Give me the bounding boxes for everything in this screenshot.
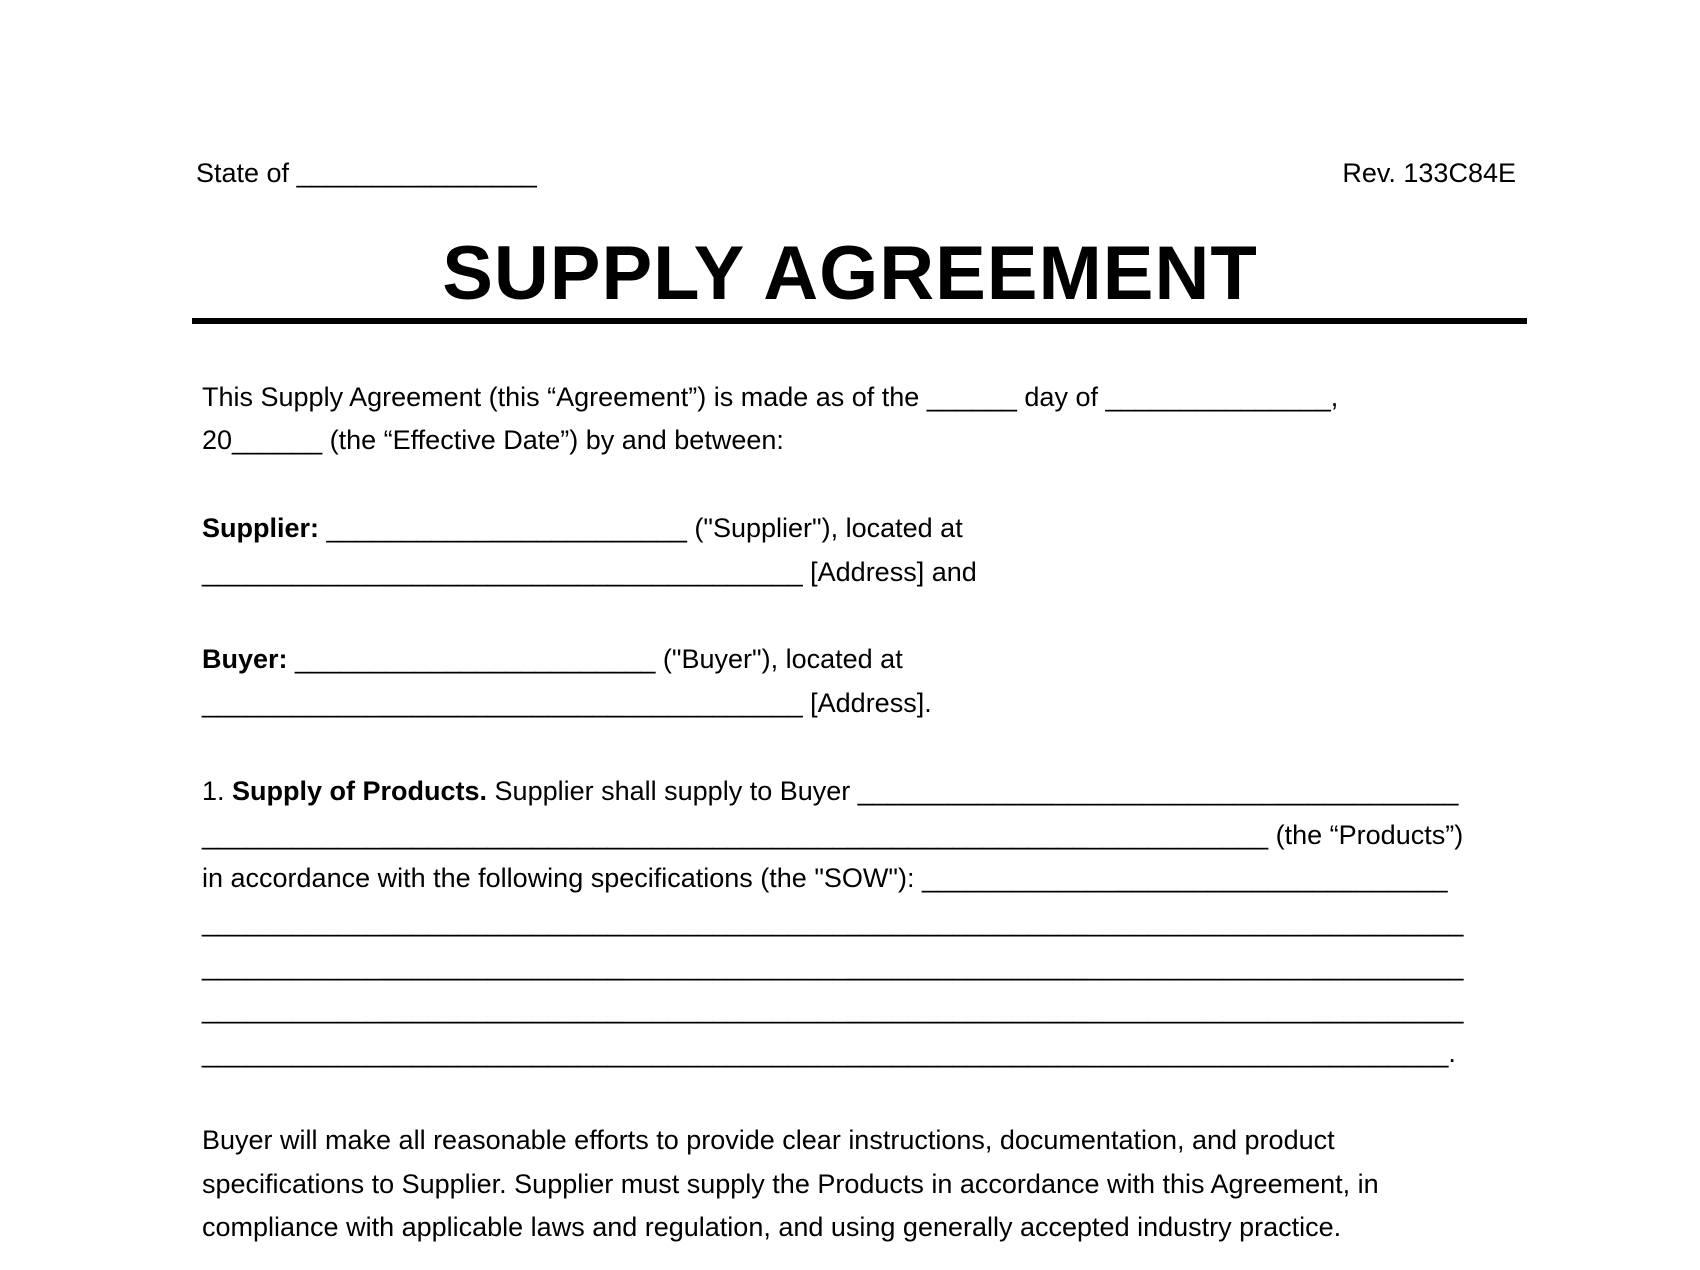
sow-blank-line: ____________________________________________________________________________________ bbox=[202, 907, 1464, 937]
document-title: SUPPLY AGREEMENT bbox=[442, 231, 1258, 316]
revision-number: Rev. 133C84E bbox=[1342, 158, 1516, 188]
paragraph-2-line-1: Buyer will make all reasonable efforts to provide clear instructions, documentation, and product bbox=[202, 1125, 1335, 1155]
buyer-label: Buyer: bbox=[202, 644, 288, 674]
intro-line-1: This Supply Agreement (this “Agreement”) is made as of the ______ day of _______________, bbox=[202, 382, 1339, 412]
supplier-address-line: ________________________________________ [Address] and bbox=[202, 557, 977, 587]
sow-blank-line: ___________________________________________________________________________________. bbox=[202, 1038, 1456, 1068]
section-1-line-3: in accordance with the following specifications (the "SOW"): ___________________________________ bbox=[202, 863, 1448, 893]
intro-line-2: 20______ (the “Effective Date”) by and between: bbox=[202, 425, 784, 455]
section-1-text: Supplier shall supply to Buyer ________________________________________ bbox=[487, 776, 1459, 806]
title-rule-divider bbox=[192, 318, 1527, 324]
section-1-heading: Supply of Products. bbox=[232, 776, 488, 806]
sow-blank-line: ____________________________________________________________________________________ bbox=[202, 951, 1464, 981]
buyer-name-blank: ________________________ ("Buyer"), located at bbox=[287, 644, 903, 674]
state-of-line: State of ________________ bbox=[196, 158, 537, 188]
supplier-line-1 bbox=[202, 515, 963, 542]
supplier-name-blank: ________________________ ("Supplier"), located at bbox=[319, 513, 963, 543]
sow-blank-line: ____________________________________________________________________________________ bbox=[202, 994, 1464, 1024]
paragraph-2-line-3: compliance with applicable laws and regulation, and using generally accepted industry practice. bbox=[202, 1212, 1342, 1242]
section-1-line-1 bbox=[202, 778, 1458, 805]
section-1-number: 1. bbox=[202, 776, 233, 806]
paragraph-2-line-2: specifications to Supplier. Supplier must supply the Products in accordance with this Agreement, in bbox=[202, 1169, 1379, 1199]
supplier-label: Supplier: bbox=[202, 513, 320, 543]
buyer-line-1 bbox=[202, 646, 903, 673]
buyer-address-line: ________________________________________ [Address]. bbox=[202, 688, 932, 718]
section-1-line-2: _______________________________________________________________________ (the “Products”) bbox=[202, 820, 1464, 850]
